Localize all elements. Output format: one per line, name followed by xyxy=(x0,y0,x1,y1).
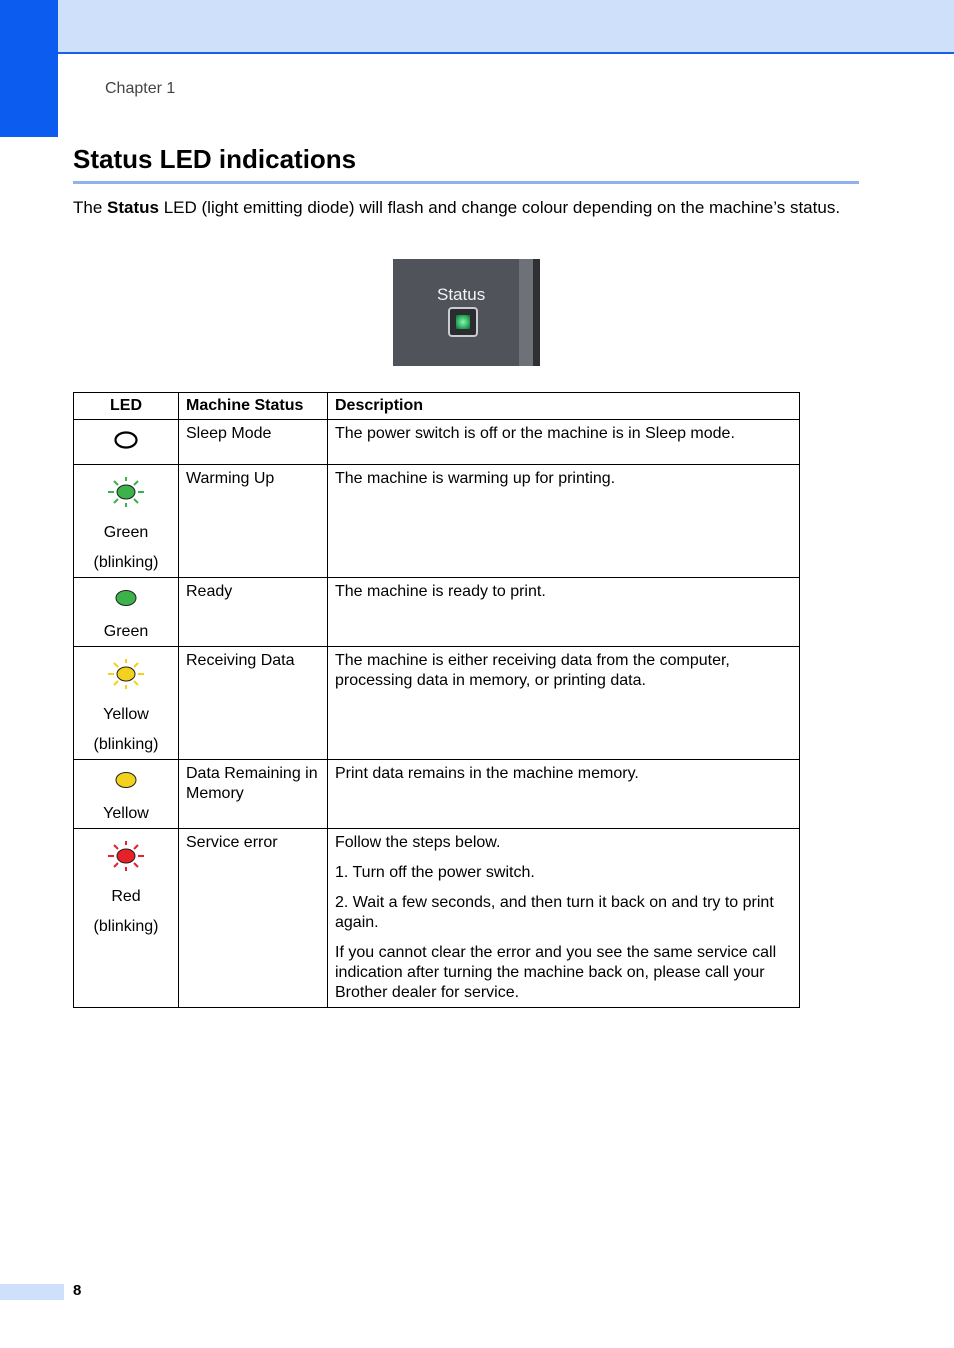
description-cell xyxy=(328,420,800,465)
table-row xyxy=(74,647,800,760)
description-text: 2. Wait a few seconds, and then turn it back on and try to print again. xyxy=(335,894,774,931)
intro-bold-term: Status xyxy=(107,198,159,217)
led-cell xyxy=(74,829,179,1008)
chapter-label: Chapter 1 xyxy=(105,80,176,97)
table-row xyxy=(74,760,800,829)
description-cell xyxy=(328,465,800,578)
machine-status-cell: Data Remaining in Memory xyxy=(179,760,328,829)
led-yellow-icon xyxy=(81,770,171,796)
machine-status-cell: Service error xyxy=(179,829,328,1008)
description-cell xyxy=(328,647,800,760)
machine-status-cell: Receiving Data xyxy=(179,647,328,760)
led-red-blinking-icon xyxy=(81,839,171,879)
led-cell xyxy=(74,760,179,829)
machine-status-cell: Sleep Mode xyxy=(179,420,328,465)
led-table xyxy=(73,392,800,1008)
led-cell xyxy=(74,578,179,647)
table-row xyxy=(74,578,800,647)
table-row xyxy=(74,465,800,578)
description-text: The machine is warming up for printing. xyxy=(335,470,616,487)
table-row xyxy=(74,829,800,1008)
description-cell xyxy=(328,578,800,647)
panel-status-label: Status xyxy=(437,285,486,304)
led-yellow-blinking-icon xyxy=(81,657,171,697)
description-text: The machine is ready to print. xyxy=(335,583,546,600)
led-color-label: Red xyxy=(111,888,141,905)
led-state-label: (blinking) xyxy=(93,554,159,571)
led-green-blinking-icon xyxy=(81,475,171,515)
description-text: Print data remains in the machine memory. xyxy=(335,765,639,782)
header-led: LED xyxy=(74,393,179,420)
led-cell xyxy=(74,420,179,465)
led-color-label: Green xyxy=(103,623,149,640)
led-state-label: (blinking) xyxy=(93,918,159,935)
description-text: The power switch is off or the machine is in Sleep mode. xyxy=(335,425,735,442)
led-cell xyxy=(74,647,179,760)
machine-status-cell: Warming Up xyxy=(179,465,328,578)
led-cell xyxy=(74,465,179,578)
description-text: The machine is either receiving data from the computer, processing data in memory, or printing data. xyxy=(335,652,730,689)
panel-edge xyxy=(519,259,533,366)
header-description: Description xyxy=(328,393,800,420)
led-color-label: Yellow xyxy=(103,706,149,723)
chapter-tab xyxy=(0,0,58,137)
description-cell xyxy=(328,760,800,829)
header-band xyxy=(58,0,954,54)
description-text: 1. Turn off the power switch. xyxy=(335,864,535,881)
machine-status-cell: Ready xyxy=(179,578,328,647)
status-led-button-icon xyxy=(448,307,478,337)
led-off-icon xyxy=(81,430,171,456)
header-status: Machine Status xyxy=(179,393,328,420)
description-cell xyxy=(328,829,800,1008)
table-header-row xyxy=(74,393,800,420)
led-color-label: Green xyxy=(103,524,149,541)
description-text: If you cannot clear the error and you see the same service call indication after turning the machine back on, please call your Brother dealer for service. xyxy=(335,944,777,1001)
led-green-icon xyxy=(81,588,171,614)
intro-paragraph: The Status LED (light emitting diode) will flash and change colour depending on the machine’s status. xyxy=(73,198,841,217)
footer-bar xyxy=(0,1284,64,1300)
title-rule xyxy=(73,181,859,184)
section-title: Status LED indications xyxy=(73,144,357,174)
led-color-label: Yellow xyxy=(103,805,149,822)
description-text: Follow the steps below. xyxy=(335,834,501,851)
table-row xyxy=(74,420,800,465)
panel-edge-dark xyxy=(533,259,540,366)
led-state-label: (blinking) xyxy=(93,736,159,753)
page-number: 8 xyxy=(73,1282,82,1299)
